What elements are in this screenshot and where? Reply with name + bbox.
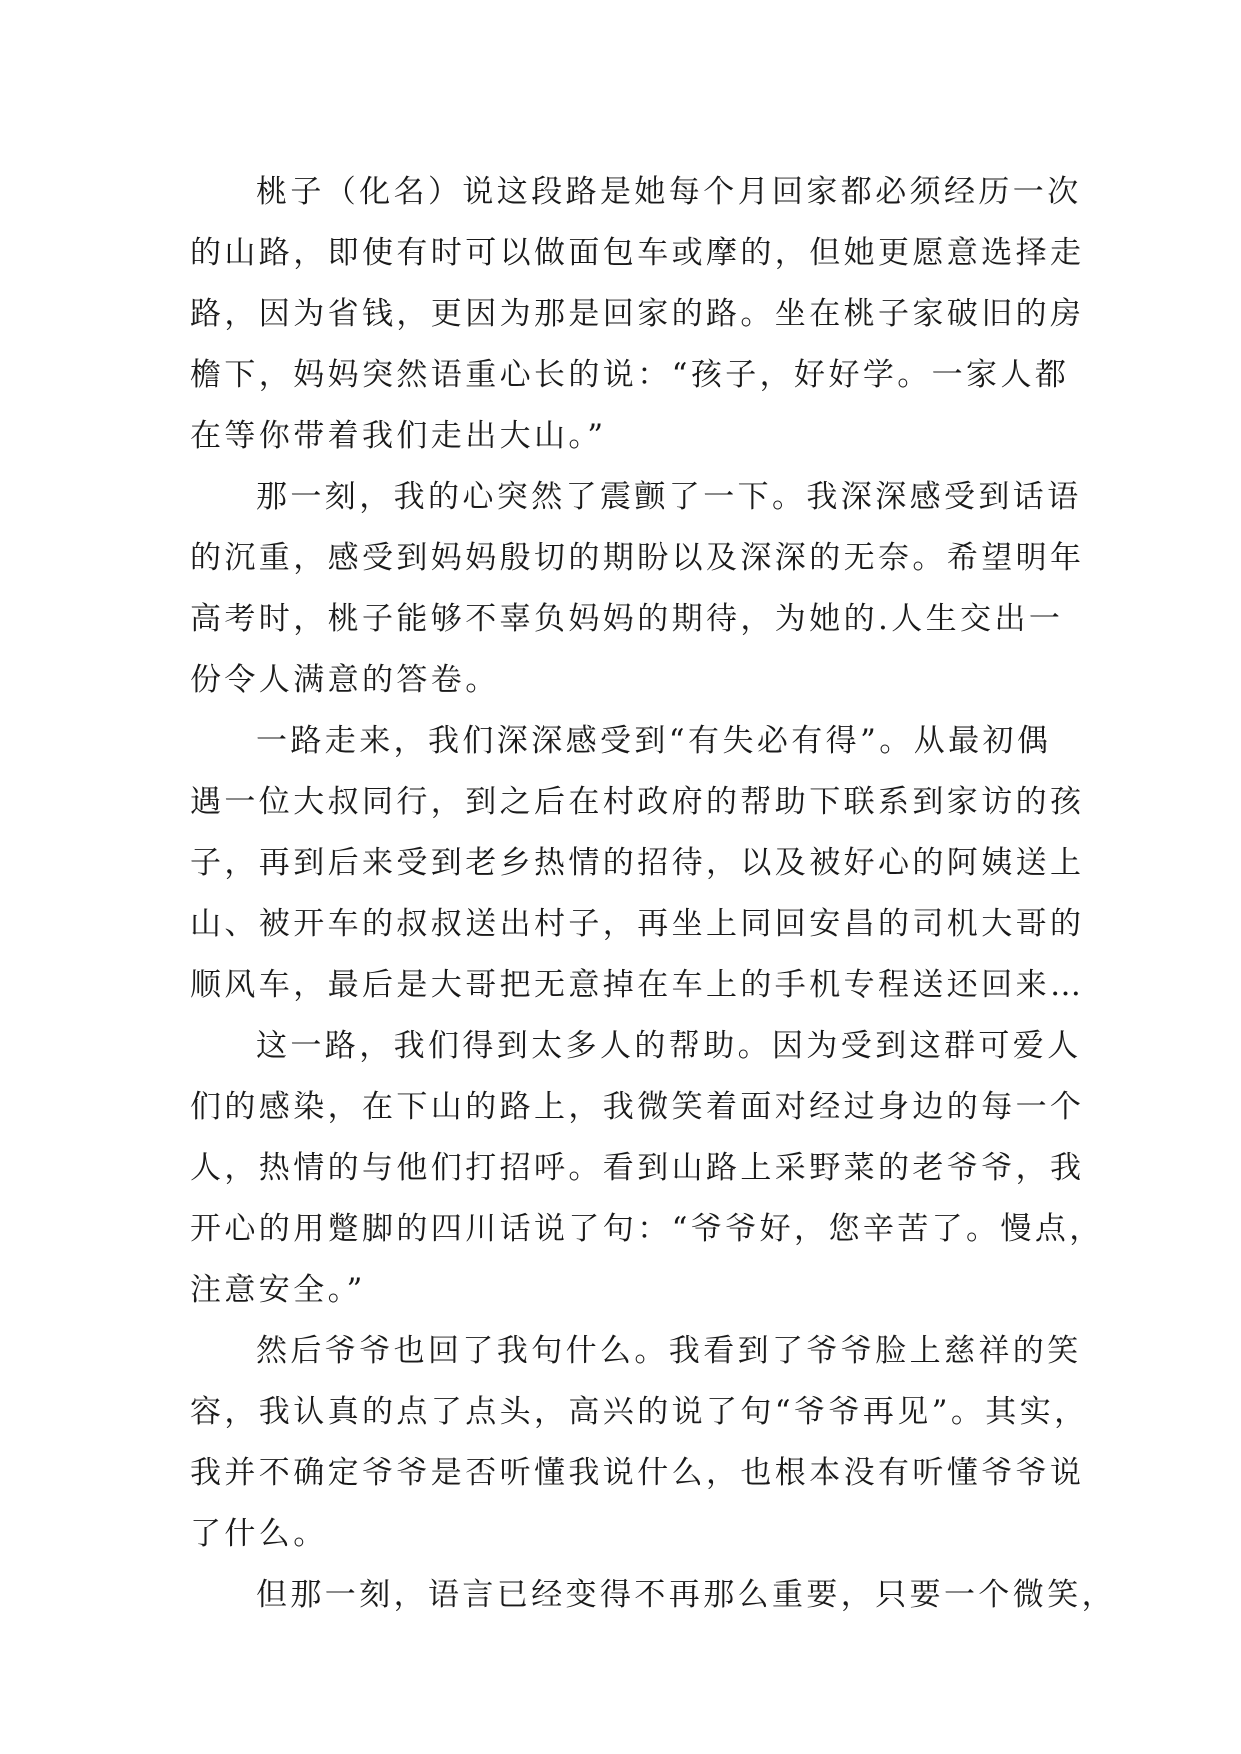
text-line: 的山路，即使有时可以做面包车或摩的，但她更愿意选择走 [190,235,1085,271]
paragraph-6 [190,1565,1116,1626]
text-line: 山、被开车的叔叔送出村子，再坐上同回安昌的司机大哥的 [190,906,1085,942]
text-line: 了什么。 [190,1516,328,1552]
paragraph-3 [190,711,1085,1016]
text-line: 高考时，桃子能够不辜负妈妈的期待，为她的.人生交出一 [190,601,1064,637]
text-line: 在等你带着我们走出大山。” [190,418,607,454]
text-line: 容，我认真的点了点头，高兴的说了句“爷爷再见”。其实， [190,1394,1089,1430]
text-line: 一路走来，我们深深感受到“有失必有得”。从最初偶 [256,723,1052,759]
paragraph-5 [190,1321,1089,1565]
text-line: 然后爷爷也回了我句什么。我看到了爷爷脸上慈祥的笑 [256,1333,1082,1369]
document-body [190,162,1116,1626]
paragraph-1 [190,162,1085,467]
text-line: 顺风车，最后是大哥把无意掉在车上的手机专程送还回来… [190,967,1085,1003]
text-line: 但那一刻，语言已经变得不再那么重要，只要一个微笑， [256,1577,1116,1613]
text-line: 的沉重，感受到妈妈殷切的期盼以及深深的无奈。希望明年 [190,540,1085,576]
text-line: 人，热情的与他们打招呼。看到山路上采野菜的老爷爷，我 [190,1150,1085,1186]
text-line: 注意安全。” [190,1272,366,1308]
text-line: 遇一位大叔同行，到之后在村政府的帮助下联系到家访的孩 [190,784,1085,820]
paragraph-2 [190,467,1085,711]
text-line: 那一刻，我的心突然了震颤了一下。我深深感受到话语 [256,479,1082,515]
text-line: 份令人满意的答卷。 [190,662,500,698]
text-line: 桃子（化名）说这段路是她每个月回家都必须经历一次 [256,174,1082,210]
text-line: 开心的用蹩脚的四川话说了句：“爷爷好，您辛苦了。慢点， [190,1211,1104,1247]
text-line: 檐下，妈妈突然语重心长的说：“孩子，好好学。一家人都 [190,357,1070,393]
text-line: 我并不确定爷爷是否听懂我说什么，也根本没有听懂爷爷说 [190,1455,1085,1491]
text-line: 子，再到后来受到老乡热情的招待，以及被好心的阿姨送上 [190,845,1085,881]
text-line: 路，因为省钱，更因为那是回家的路。坐在桃子家破旧的房 [190,296,1085,332]
text-line: 这一路，我们得到太多人的帮助。因为受到这群可爱人 [256,1028,1082,1064]
paragraph-4 [190,1016,1104,1321]
text-line: 们的感染，在下山的路上，我微笑着面对经过身边的每一个 [190,1089,1085,1125]
